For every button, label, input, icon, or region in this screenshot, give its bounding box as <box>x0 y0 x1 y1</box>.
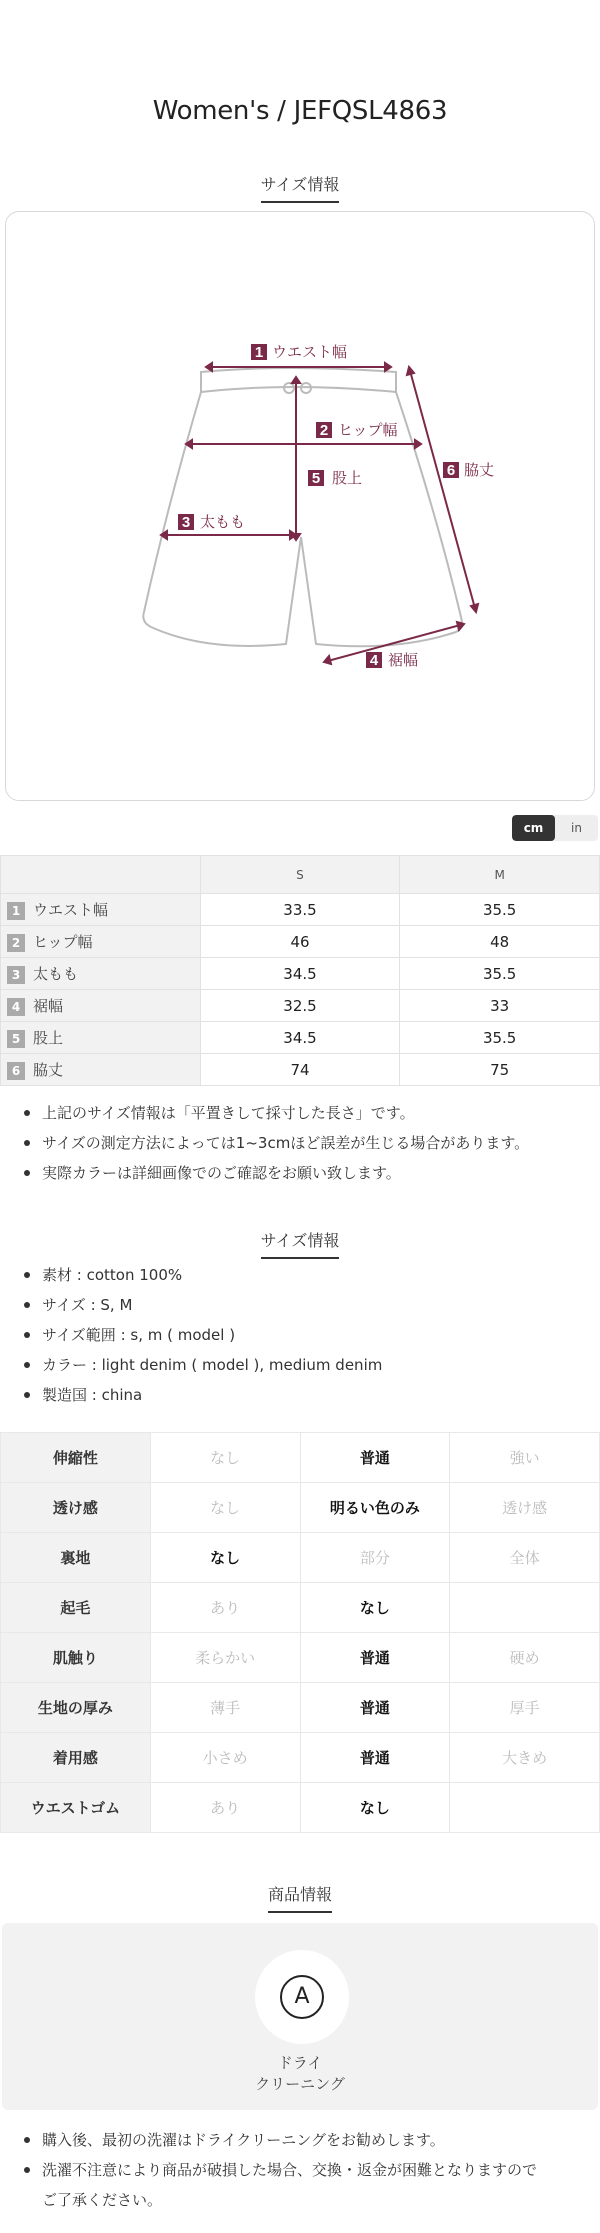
table-cell: 46 <box>200 926 400 958</box>
diagram-label-hip: ヒップ幅 <box>338 422 398 439</box>
list-item: 実際カラーは詳細画像でのご確認をお願い致します。 <box>22 1158 529 1188</box>
size-notes-list <box>22 1098 529 1188</box>
care-icon-circle <box>255 1950 349 2044</box>
info-heading: サイズ情報 <box>0 1228 600 1259</box>
unit-toggle[interactable] <box>512 815 598 841</box>
table-cell: 34.5 <box>200 1022 400 1054</box>
table-row <box>1 894 600 926</box>
list-item: 製造国 : china <box>22 1380 382 1410</box>
care-note-continued: ご了承ください。 <box>42 2191 163 2209</box>
row-label: ウエスト幅 <box>33 901 109 919</box>
row-number-badge: 6 <box>7 1062 25 1080</box>
diagram-label-thigh: 太もも <box>200 514 246 531</box>
attribute-option: あり <box>150 1583 300 1633</box>
attribute-option: 大きめ <box>450 1733 600 1783</box>
care-box <box>2 1923 598 2110</box>
table-cell: 74 <box>200 1054 400 1086</box>
diagram-num-2: 2 <box>319 422 329 439</box>
product-info-heading: 商品情報 <box>0 1882 600 1913</box>
unit-cm-button[interactable]: cm <box>512 815 555 841</box>
attribute-option: 全体 <box>450 1533 600 1583</box>
attribute-option: 明るい色のみ <box>300 1483 450 1533</box>
list-item: カラー : light denim ( model ), medium denim <box>22 1350 382 1380</box>
row-number-badge: 5 <box>7 1030 25 1048</box>
attribute-option: 部分 <box>300 1533 450 1583</box>
attribute-option: 透け感 <box>450 1483 600 1533</box>
attribute-option <box>450 1583 600 1633</box>
table-cell: 32.5 <box>200 990 400 1022</box>
list-item: サイズ : S, M <box>22 1290 382 1320</box>
attribute-option: 柔らかい <box>150 1633 300 1683</box>
attribute-row <box>1 1533 600 1583</box>
row-label: 太もも <box>33 965 79 983</box>
attribute-name: 生地の厚み <box>1 1683 151 1733</box>
size-col-s: S <box>200 856 400 894</box>
list-item: サイズ範囲 : s, m ( model ) <box>22 1320 382 1350</box>
table-row <box>1 990 600 1022</box>
row-number-badge: 4 <box>7 998 25 1016</box>
attribute-name: ウエストゴム <box>1 1783 151 1833</box>
dry-clean-icon: A <box>280 1975 324 2019</box>
row-label: 裾幅 <box>33 997 64 1015</box>
diagram-label-hem: 裾幅 <box>388 652 419 669</box>
diagram-num-5: 5 <box>311 470 321 487</box>
size-table <box>0 855 600 1086</box>
attribute-row <box>1 1583 600 1633</box>
attribute-option: 普通 <box>300 1633 450 1683</box>
table-cell: 35.5 <box>400 894 600 926</box>
care-label <box>2 2053 598 2095</box>
list-item: 素材 : cotton 100% <box>22 1260 382 1290</box>
attribute-option: 普通 <box>300 1433 450 1483</box>
attribute-option: なし <box>150 1533 300 1583</box>
care-label-line1: ドライ <box>277 2054 323 2072</box>
table-cell: 75 <box>400 1054 600 1086</box>
size-col-m: M <box>400 856 600 894</box>
list-item: 洗濯不注意により商品が破損した場合、交換・返金が困難となりますので <box>22 2155 537 2185</box>
attribute-option: なし <box>300 1583 450 1633</box>
attribute-row <box>1 1733 600 1783</box>
row-label: 脇丈 <box>33 1061 64 1079</box>
table-row <box>1 1022 600 1054</box>
table-cell: 35.5 <box>400 1022 600 1054</box>
care-label-line2: クリーニング <box>255 2075 345 2093</box>
attribute-option: 強い <box>450 1433 600 1483</box>
attribute-row <box>1 1633 600 1683</box>
diagram-label-waist: ウエスト幅 <box>272 344 348 361</box>
row-number-badge: 2 <box>7 934 25 952</box>
table-row <box>1 926 600 958</box>
list-item: 購入後、最初の洗濯はドライクリーニングをお勧めします。 <box>22 2125 537 2155</box>
list-item: サイズの測定方法によっては1~3cmほど誤差が生じる場合があります。 <box>22 1128 529 1158</box>
unit-in-button[interactable]: in <box>571 821 582 835</box>
attribute-name: 起毛 <box>1 1583 151 1633</box>
attribute-option: あり <box>150 1783 300 1833</box>
table-row <box>1 1054 600 1086</box>
attribute-name: 肌触り <box>1 1633 151 1683</box>
diagram-label-outseam: 脇丈 <box>464 462 495 479</box>
attribute-option: なし <box>300 1783 450 1833</box>
product-title: Women's / JEFQSL4863 <box>152 96 448 126</box>
shorts-diagram-svg <box>6 212 596 802</box>
attribute-name: 伸縮性 <box>1 1433 151 1483</box>
attribute-row <box>1 1433 600 1483</box>
size-diagram <box>5 211 595 801</box>
diagram-label-rise: 股上 <box>332 470 363 487</box>
row-label: ヒップ幅 <box>33 933 93 951</box>
table-cell: 33.5 <box>200 894 400 926</box>
attribute-row <box>1 1483 600 1533</box>
row-label: 股上 <box>33 1029 64 1047</box>
attribute-option: なし <box>150 1433 300 1483</box>
size-table-corner <box>1 856 201 894</box>
table-cell: 33 <box>400 990 600 1022</box>
attributes-table <box>0 1432 600 1833</box>
attribute-row <box>1 1683 600 1733</box>
diagram-num-1: 1 <box>254 344 264 361</box>
row-number-badge: 3 <box>7 966 25 984</box>
row-number-badge: 1 <box>7 902 25 920</box>
attribute-option: 普通 <box>300 1683 450 1733</box>
table-cell: 34.5 <box>200 958 400 990</box>
size-table-header <box>1 856 600 894</box>
attribute-option: 普通 <box>300 1733 450 1783</box>
diagram-num-6: 6 <box>446 462 456 479</box>
info-list <box>22 1260 382 1410</box>
attribute-option: 硬め <box>450 1633 600 1683</box>
table-cell: 35.5 <box>400 958 600 990</box>
attribute-option <box>450 1783 600 1833</box>
diagram-num-3: 3 <box>181 514 191 531</box>
attribute-row <box>1 1783 600 1833</box>
attribute-name: 着用感 <box>1 1733 151 1783</box>
measure-line-6 <box>409 367 476 612</box>
attribute-option: 厚手 <box>450 1683 600 1733</box>
care-notes-list <box>22 2125 537 2185</box>
diagram-num-4: 4 <box>369 652 379 669</box>
size-info-heading: サイズ情報 <box>0 172 600 203</box>
table-row <box>1 958 600 990</box>
list-item: 上記のサイズ情報は「平置きして採寸した長さ」です。 <box>22 1098 529 1128</box>
table-cell: 48 <box>400 926 600 958</box>
attribute-name: 裏地 <box>1 1533 151 1583</box>
attribute-option: なし <box>150 1483 300 1533</box>
attribute-option: 小さめ <box>150 1733 300 1783</box>
attribute-name: 透け感 <box>1 1483 151 1533</box>
attribute-option: 薄手 <box>150 1683 300 1733</box>
shorts-outline <box>143 368 462 646</box>
